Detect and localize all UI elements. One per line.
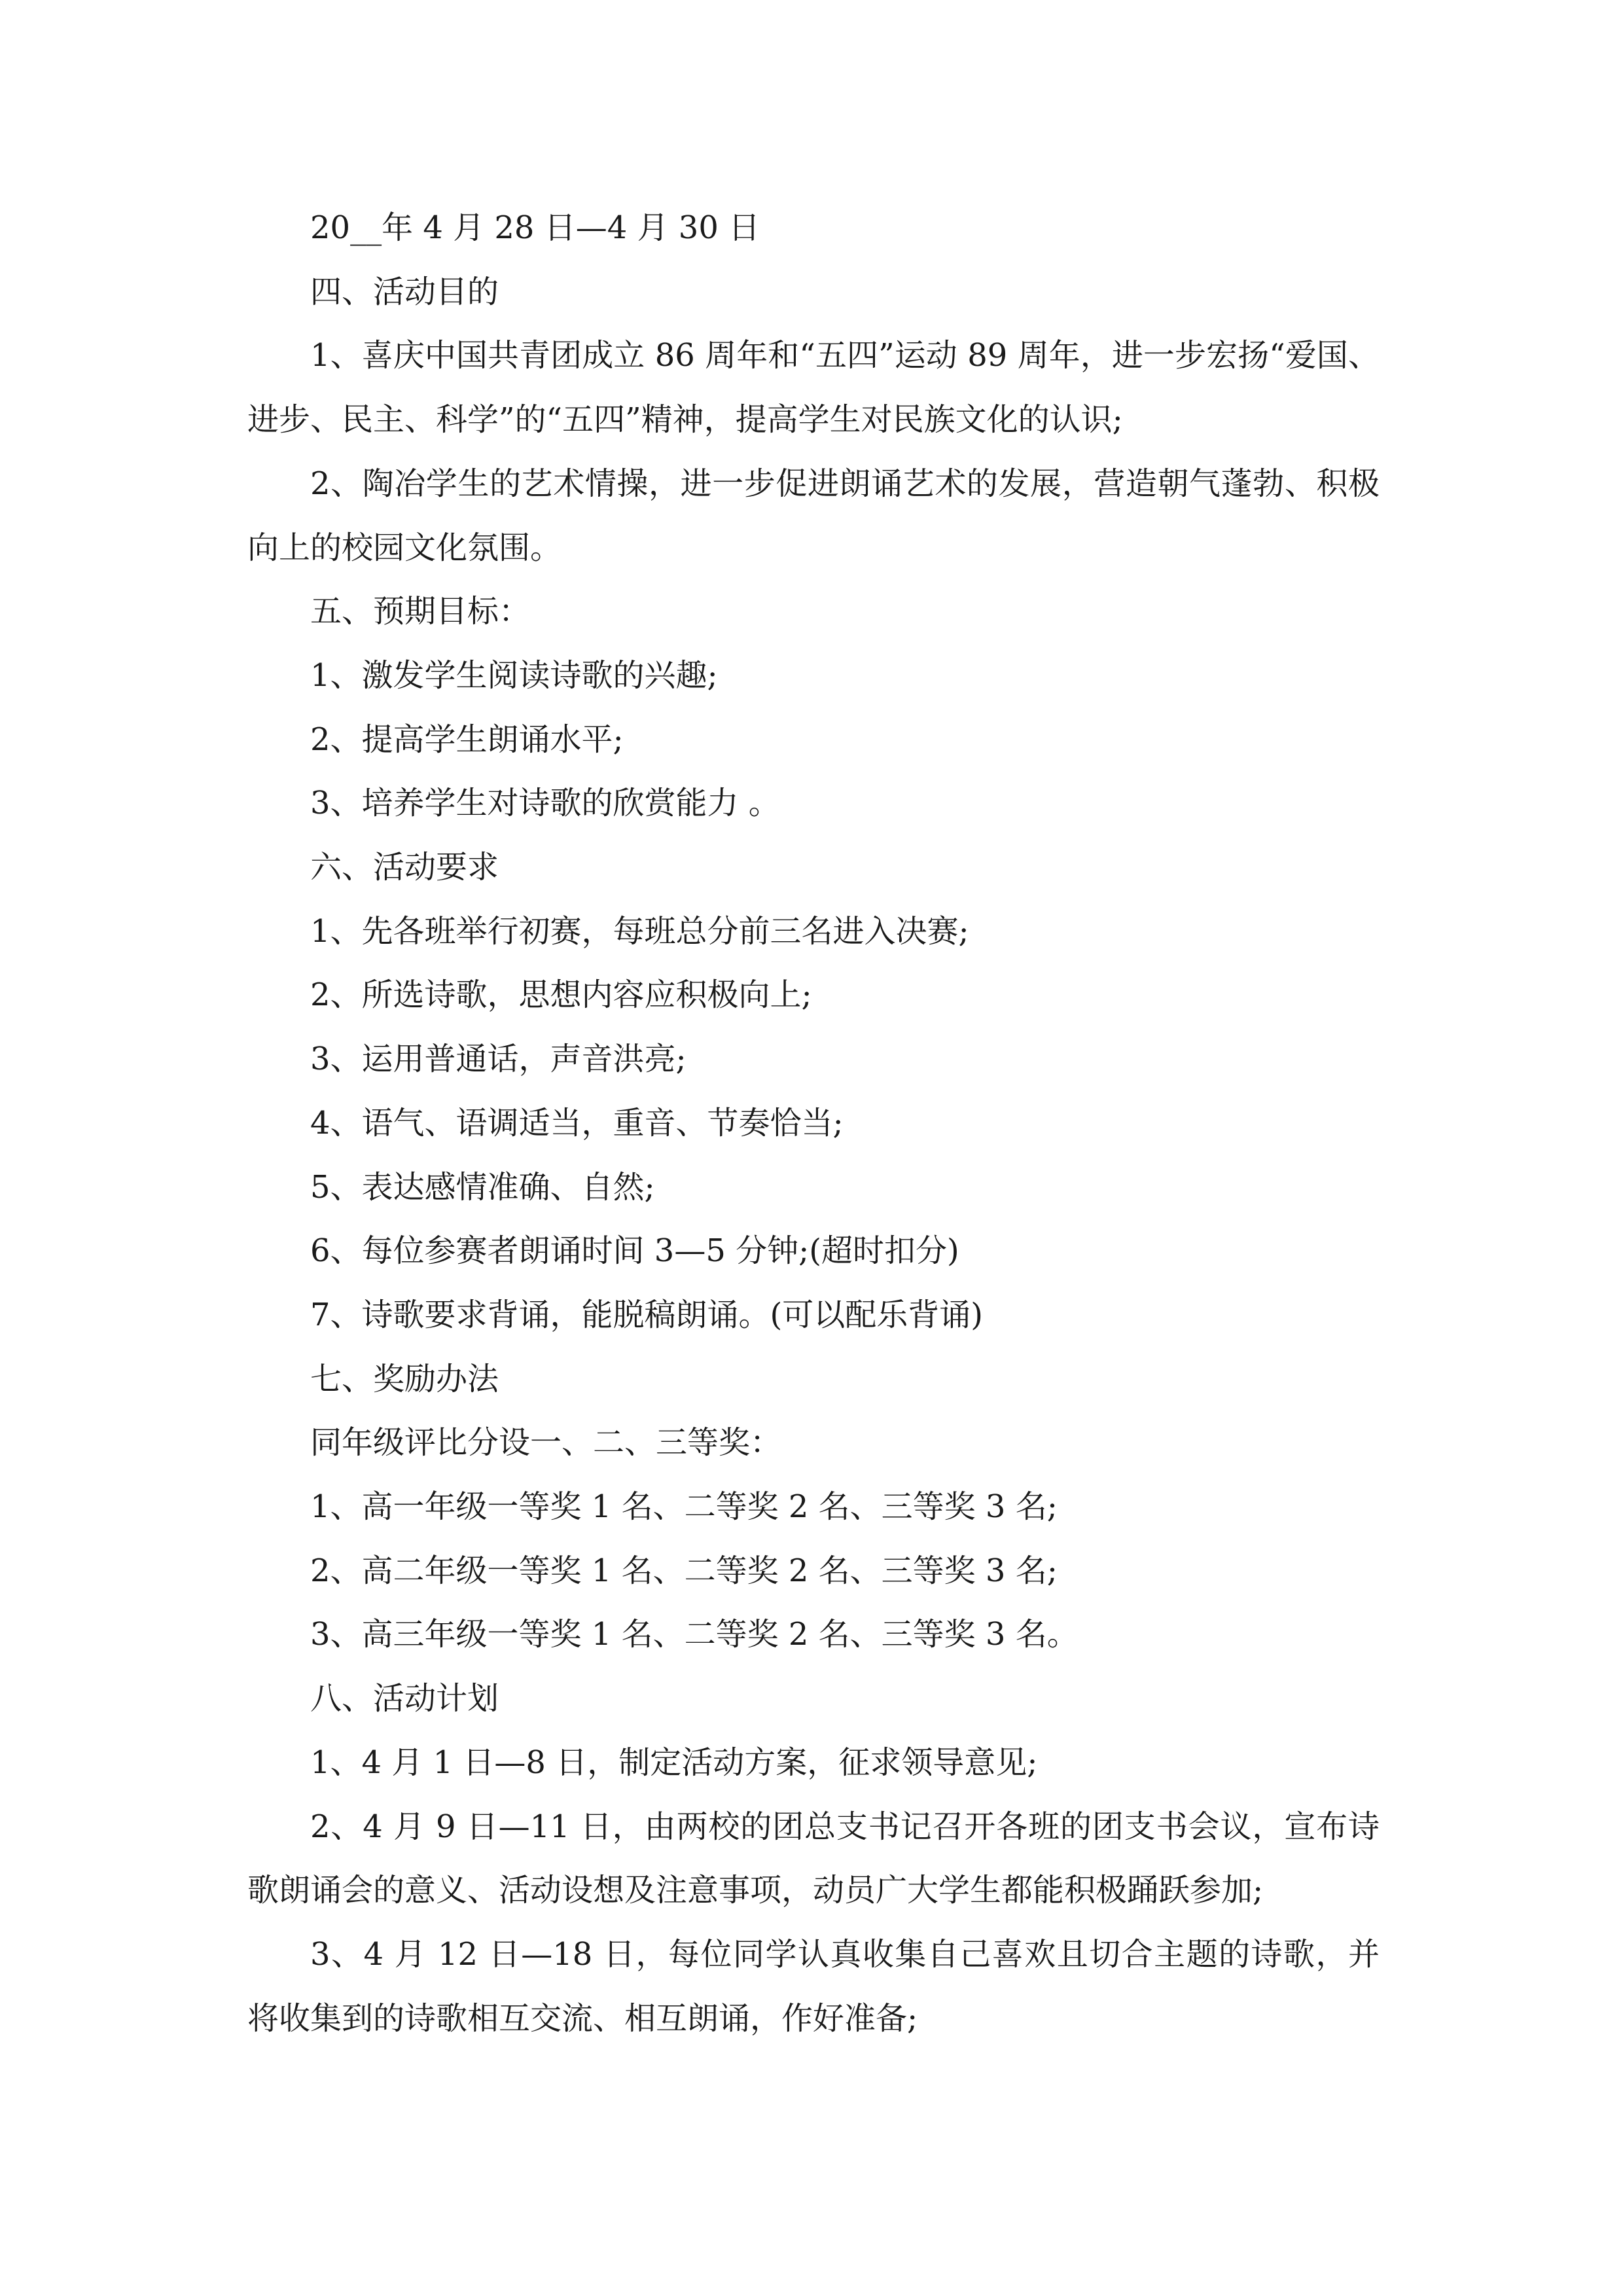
- purpose-item-1: 1、喜庆中国共青团成立 86 周年和“五四”运动 89 周年，进一步宏扬“爱国、进步、民主、科学”的“五四”精神，提高学生对民族文化的认识;: [247, 337, 1380, 439]
- requirement-item-7: 7、诗歌要求背诵，能脱稿朗诵。(可以配乐背诵): [310, 1296, 983, 1333]
- requirement-item-3: 3、运用普通话，声音洪亮;: [310, 1041, 687, 1078]
- requirement-item-5: 5、表达感情准确、自然;: [310, 1168, 655, 1206]
- section-heading-goals: 五、预期目标：: [310, 593, 531, 630]
- document-body: [247, 196, 1380, 2051]
- requirement-item-6: 6、每位参赛者朗诵时间 3—5 分钟;(超时扣分): [310, 1232, 959, 1270]
- awards-intro: 同年级评比分设一、二、三等奖：: [310, 1424, 782, 1462]
- goal-item-1: 1、激发学生阅读诗歌的兴趣;: [310, 656, 718, 694]
- plan-item-1: 1、4 月 1 日—8 日，制定活动方案，征求领导意见;: [310, 1744, 1038, 1781]
- award-item-1: 1、高一年级一等奖 1 名、二等奖 2 名、三等奖 3 名;: [310, 1488, 1058, 1526]
- plan-item-2: 2、4 月 9 日—11 日，由两校的团总支书记召开各班的团支书会议，宣布诗歌朗诵会的意义、活动设想及注意事项，动员广大学生都能积极踊跃参加;: [247, 1808, 1380, 1909]
- section-heading-plan: 八、活动计划: [310, 1680, 499, 1717]
- purpose-item-2: 2、陶冶学生的艺术情操，进一步促进朗诵艺术的发展，营造朝气蓬勃、积极向上的校园文化氛围。: [247, 465, 1380, 566]
- award-item-2: 2、高二年级一等奖 1 名、二等奖 2 名、三等奖 3 名;: [310, 1552, 1058, 1589]
- award-item-3: 3、高三年级一等奖 1 名、二等奖 2 名、三等奖 3 名。: [310, 1616, 1079, 1653]
- goal-item-3: 3、培养学生对诗歌的欣赏能力 。: [310, 785, 780, 822]
- requirement-item-2: 2、所选诗歌，思想内容应积极向上;: [310, 977, 812, 1014]
- section-heading-requirements: 六、活动要求: [310, 849, 499, 886]
- requirement-item-4: 4、语气、语调适当，重音、节奏恰当;: [310, 1104, 844, 1141]
- goal-item-2: 2、提高学生朗诵水平;: [310, 721, 624, 758]
- section-heading-awards: 七、奖励办法: [310, 1360, 499, 1397]
- requirement-item-1: 1、先各班举行初赛，每班总分前三名进入决赛;: [310, 912, 969, 950]
- date-line: 20__年 4 月 28 日—4 月 30 日: [310, 209, 760, 246]
- section-heading-purpose: 四、活动目的: [310, 273, 499, 310]
- plan-item-3: 3、4 月 12 日—18 日，每位同学认真收集自己喜欢且切合主题的诗歌，并将收集到的诗歌相互交流、相互朗诵，作好准备;: [247, 1935, 1380, 2037]
